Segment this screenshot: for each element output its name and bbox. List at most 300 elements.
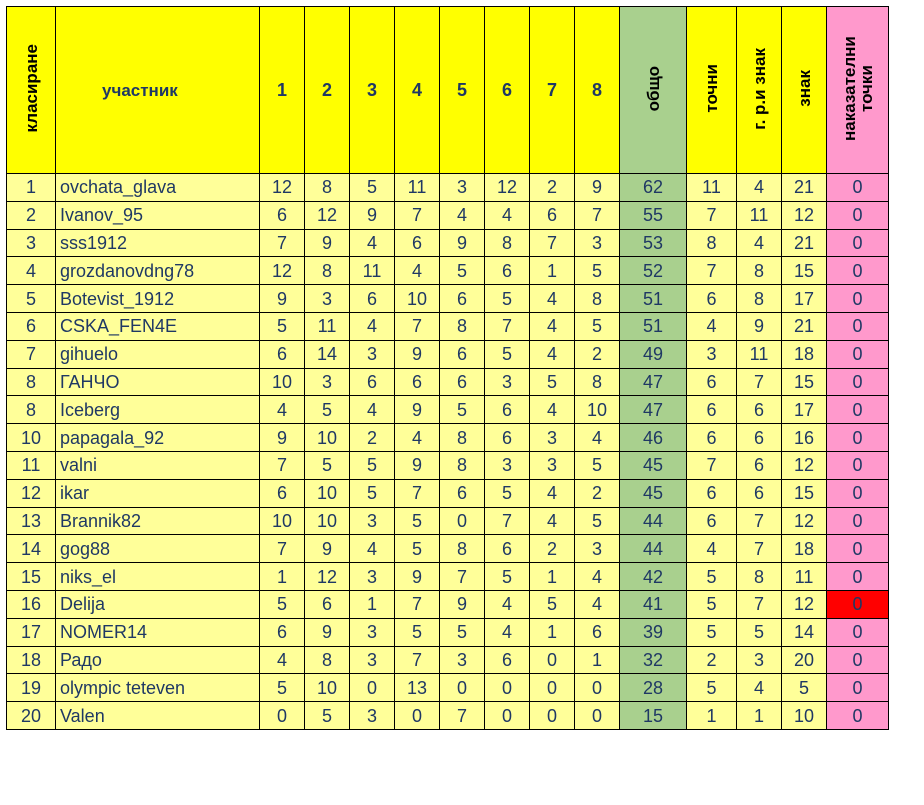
participant-cell[interactable]: Радо [56,646,260,674]
gd-sign-cell[interactable]: 4 [737,674,782,702]
round-6-cell[interactable]: 5 [485,563,530,591]
penalty-cell[interactable]: 0 [827,174,889,202]
total-cell[interactable]: 15 [620,702,687,730]
total-cell[interactable]: 47 [620,368,687,396]
gd-sign-cell[interactable]: 8 [737,285,782,313]
round-2-cell[interactable]: 8 [305,174,350,202]
exact-cell[interactable]: 5 [687,590,737,618]
round-1-cell[interactable]: 6 [260,479,305,507]
penalty-cell[interactable]: 0 [827,201,889,229]
round-4-cell[interactable]: 0 [395,702,440,730]
round-2-cell[interactable]: 8 [305,646,350,674]
round-1-cell[interactable]: 1 [260,563,305,591]
header-participant[interactable]: участник [56,7,260,174]
round-6-cell[interactable]: 12 [485,174,530,202]
round-4-cell[interactable]: 9 [395,451,440,479]
round-5-cell[interactable]: 7 [440,702,485,730]
penalty-cell[interactable]: 0 [827,590,889,618]
round-5-cell[interactable]: 5 [440,618,485,646]
exact-cell[interactable]: 8 [687,229,737,257]
total-cell[interactable]: 45 [620,479,687,507]
round-8-cell[interactable]: 10 [575,396,620,424]
gd-sign-cell[interactable]: 8 [737,257,782,285]
round-4-cell[interactable]: 11 [395,174,440,202]
rank-cell[interactable]: 5 [7,285,56,313]
total-cell[interactable]: 47 [620,396,687,424]
header-rank[interactable]: класиране [7,7,56,174]
round-4-cell[interactable]: 7 [395,646,440,674]
round-8-cell[interactable]: 2 [575,340,620,368]
participant-cell[interactable]: gog88 [56,535,260,563]
penalty-cell[interactable]: 0 [827,451,889,479]
round-5-cell[interactable]: 4 [440,201,485,229]
rank-cell[interactable]: 4 [7,257,56,285]
participant-cell[interactable]: sss1912 [56,229,260,257]
round-8-cell[interactable]: 4 [575,590,620,618]
exact-cell[interactable]: 7 [687,201,737,229]
round-6-cell[interactable]: 6 [485,396,530,424]
participant-cell[interactable]: Brannik82 [56,507,260,535]
round-6-cell[interactable]: 6 [485,646,530,674]
penalty-cell[interactable]: 0 [827,674,889,702]
round-7-cell[interactable]: 2 [530,174,575,202]
penalty-cell[interactable]: 0 [827,618,889,646]
round-5-cell[interactable]: 6 [440,285,485,313]
round-7-cell[interactable]: 0 [530,702,575,730]
penalty-cell[interactable]: 0 [827,368,889,396]
round-5-cell[interactable]: 0 [440,674,485,702]
participant-cell[interactable]: Ivanov_95 [56,201,260,229]
round-1-cell[interactable]: 12 [260,257,305,285]
gd-sign-cell[interactable]: 11 [737,201,782,229]
round-6-cell[interactable]: 6 [485,424,530,452]
round-7-cell[interactable]: 4 [530,340,575,368]
rank-cell[interactable]: 19 [7,674,56,702]
gd-sign-cell[interactable]: 7 [737,535,782,563]
rank-cell[interactable]: 1 [7,174,56,202]
round-5-cell[interactable]: 6 [440,368,485,396]
penalty-cell[interactable]: 0 [827,702,889,730]
round-4-cell[interactable]: 7 [395,312,440,340]
total-cell[interactable]: 49 [620,340,687,368]
penalty-cell[interactable]: 0 [827,229,889,257]
round-2-cell[interactable]: 5 [305,702,350,730]
round-2-cell[interactable]: 9 [305,229,350,257]
gd-sign-cell[interactable]: 1 [737,702,782,730]
gd-sign-cell[interactable]: 6 [737,424,782,452]
round-5-cell[interactable]: 8 [440,424,485,452]
round-2-cell[interactable]: 11 [305,312,350,340]
total-cell[interactable]: 52 [620,257,687,285]
round-7-cell[interactable]: 1 [530,563,575,591]
participant-cell[interactable]: Botevist_1912 [56,285,260,313]
round-3-cell[interactable]: 6 [350,368,395,396]
round-2-cell[interactable]: 14 [305,340,350,368]
exact-cell[interactable]: 6 [687,396,737,424]
sign-cell[interactable]: 18 [782,340,827,368]
participant-cell[interactable]: ikar [56,479,260,507]
round-7-cell[interactable]: 1 [530,257,575,285]
rank-cell[interactable]: 6 [7,312,56,340]
round-7-cell[interactable]: 4 [530,285,575,313]
rank-cell[interactable]: 18 [7,646,56,674]
round-2-cell[interactable]: 9 [305,535,350,563]
total-cell[interactable]: 45 [620,451,687,479]
round-1-cell[interactable]: 5 [260,674,305,702]
round-3-cell[interactable]: 11 [350,257,395,285]
exact-cell[interactable]: 11 [687,174,737,202]
participant-cell[interactable]: Delija [56,590,260,618]
total-cell[interactable]: 42 [620,563,687,591]
gd-sign-cell[interactable]: 7 [737,507,782,535]
round-1-cell[interactable]: 6 [260,618,305,646]
round-6-cell[interactable]: 3 [485,451,530,479]
header-round-7[interactable]: 7 [530,7,575,174]
header-round-1[interactable]: 1 [260,7,305,174]
round-8-cell[interactable]: 8 [575,368,620,396]
round-3-cell[interactable]: 4 [350,229,395,257]
round-7-cell[interactable]: 7 [530,229,575,257]
round-6-cell[interactable]: 8 [485,229,530,257]
penalty-cell[interactable]: 0 [827,507,889,535]
round-7-cell[interactable]: 4 [530,312,575,340]
header-sign[interactable]: знак [782,7,827,174]
gd-sign-cell[interactable]: 4 [737,229,782,257]
round-7-cell[interactable]: 6 [530,201,575,229]
round-3-cell[interactable]: 2 [350,424,395,452]
round-3-cell[interactable]: 3 [350,340,395,368]
header-round-5[interactable]: 5 [440,7,485,174]
rank-cell[interactable]: 7 [7,340,56,368]
sign-cell[interactable]: 17 [782,285,827,313]
rank-cell[interactable]: 2 [7,201,56,229]
gd-sign-cell[interactable]: 6 [737,451,782,479]
round-3-cell[interactable]: 3 [350,563,395,591]
round-5-cell[interactable]: 8 [440,451,485,479]
round-4-cell[interactable]: 5 [395,507,440,535]
round-6-cell[interactable]: 7 [485,507,530,535]
round-4-cell[interactable]: 7 [395,479,440,507]
round-3-cell[interactable]: 3 [350,646,395,674]
round-3-cell[interactable]: 4 [350,535,395,563]
round-8-cell[interactable]: 5 [575,257,620,285]
round-4-cell[interactable]: 4 [395,257,440,285]
penalty-cell[interactable]: 0 [827,479,889,507]
exact-cell[interactable]: 5 [687,674,737,702]
header-penalty[interactable]: наказателни точки [827,7,889,174]
round-4-cell[interactable]: 6 [395,368,440,396]
total-cell[interactable]: 53 [620,229,687,257]
gd-sign-cell[interactable]: 3 [737,646,782,674]
round-6-cell[interactable]: 4 [485,201,530,229]
round-3-cell[interactable]: 5 [350,451,395,479]
round-1-cell[interactable]: 4 [260,646,305,674]
round-7-cell[interactable]: 4 [530,479,575,507]
round-8-cell[interactable]: 5 [575,451,620,479]
header-gd-sign[interactable]: г. р.и знак [737,7,782,174]
round-2-cell[interactable]: 10 [305,674,350,702]
round-6-cell[interactable]: 0 [485,702,530,730]
round-2-cell[interactable]: 10 [305,479,350,507]
round-5-cell[interactable]: 6 [440,340,485,368]
sign-cell[interactable]: 21 [782,174,827,202]
sign-cell[interactable]: 16 [782,424,827,452]
sign-cell[interactable]: 15 [782,479,827,507]
round-5-cell[interactable]: 9 [440,229,485,257]
round-8-cell[interactable]: 9 [575,174,620,202]
sign-cell[interactable]: 11 [782,563,827,591]
round-1-cell[interactable]: 7 [260,535,305,563]
round-1-cell[interactable]: 10 [260,507,305,535]
round-2-cell[interactable]: 5 [305,396,350,424]
penalty-cell[interactable]: 0 [827,312,889,340]
round-2-cell[interactable]: 10 [305,507,350,535]
round-7-cell[interactable]: 5 [530,368,575,396]
total-cell[interactable]: 55 [620,201,687,229]
header-round-3[interactable]: 3 [350,7,395,174]
round-4-cell[interactable]: 5 [395,618,440,646]
rank-cell[interactable]: 20 [7,702,56,730]
penalty-cell[interactable]: 0 [827,535,889,563]
exact-cell[interactable]: 6 [687,368,737,396]
exact-cell[interactable]: 6 [687,507,737,535]
round-1-cell[interactable]: 5 [260,590,305,618]
round-7-cell[interactable]: 1 [530,618,575,646]
rank-cell[interactable]: 12 [7,479,56,507]
round-7-cell[interactable]: 4 [530,396,575,424]
round-4-cell[interactable]: 13 [395,674,440,702]
round-4-cell[interactable]: 5 [395,535,440,563]
round-5-cell[interactable]: 5 [440,257,485,285]
round-7-cell[interactable]: 2 [530,535,575,563]
round-3-cell[interactable]: 1 [350,590,395,618]
round-1-cell[interactable]: 9 [260,424,305,452]
round-2-cell[interactable]: 5 [305,451,350,479]
round-6-cell[interactable]: 5 [485,479,530,507]
round-6-cell[interactable]: 0 [485,674,530,702]
participant-cell[interactable]: olympic teteven [56,674,260,702]
round-1-cell[interactable]: 5 [260,312,305,340]
round-1-cell[interactable]: 0 [260,702,305,730]
participant-cell[interactable]: grozdanovdng78 [56,257,260,285]
sign-cell[interactable]: 20 [782,646,827,674]
sign-cell[interactable]: 12 [782,201,827,229]
round-8-cell[interactable]: 1 [575,646,620,674]
exact-cell[interactable]: 1 [687,702,737,730]
round-1-cell[interactable]: 6 [260,340,305,368]
gd-sign-cell[interactable]: 7 [737,368,782,396]
total-cell[interactable]: 51 [620,285,687,313]
round-8-cell[interactable]: 2 [575,479,620,507]
participant-cell[interactable]: ovchata_glava [56,174,260,202]
sign-cell[interactable]: 12 [782,451,827,479]
round-6-cell[interactable]: 3 [485,368,530,396]
round-3-cell[interactable]: 3 [350,618,395,646]
exact-cell[interactable]: 6 [687,285,737,313]
round-5-cell[interactable]: 5 [440,396,485,424]
exact-cell[interactable]: 4 [687,535,737,563]
round-8-cell[interactable]: 3 [575,535,620,563]
participant-cell[interactable]: Valen [56,702,260,730]
round-1-cell[interactable]: 12 [260,174,305,202]
total-cell[interactable]: 44 [620,507,687,535]
gd-sign-cell[interactable]: 4 [737,174,782,202]
round-8-cell[interactable]: 0 [575,702,620,730]
gd-sign-cell[interactable]: 5 [737,618,782,646]
participant-cell[interactable]: niks_el [56,563,260,591]
round-6-cell[interactable]: 6 [485,535,530,563]
round-6-cell[interactable]: 6 [485,257,530,285]
round-8-cell[interactable]: 7 [575,201,620,229]
sign-cell[interactable]: 18 [782,535,827,563]
round-6-cell[interactable]: 4 [485,618,530,646]
round-7-cell[interactable]: 0 [530,674,575,702]
round-1-cell[interactable]: 4 [260,396,305,424]
round-4-cell[interactable]: 9 [395,396,440,424]
rank-cell[interactable]: 17 [7,618,56,646]
exact-cell[interactable]: 5 [687,618,737,646]
exact-cell[interactable]: 6 [687,479,737,507]
penalty-cell[interactable]: 0 [827,340,889,368]
round-3-cell[interactable]: 3 [350,702,395,730]
round-8-cell[interactable]: 6 [575,618,620,646]
participant-cell[interactable]: NOMER14 [56,618,260,646]
round-4-cell[interactable]: 9 [395,340,440,368]
round-3-cell[interactable]: 6 [350,285,395,313]
round-3-cell[interactable]: 5 [350,479,395,507]
round-1-cell[interactable]: 6 [260,201,305,229]
round-3-cell[interactable]: 4 [350,396,395,424]
round-2-cell[interactable]: 8 [305,257,350,285]
round-8-cell[interactable]: 8 [575,285,620,313]
penalty-cell[interactable]: 0 [827,563,889,591]
round-8-cell[interactable]: 5 [575,312,620,340]
round-7-cell[interactable]: 0 [530,646,575,674]
exact-cell[interactable]: 6 [687,424,737,452]
participant-cell[interactable]: valni [56,451,260,479]
sign-cell[interactable]: 5 [782,674,827,702]
gd-sign-cell[interactable]: 9 [737,312,782,340]
rank-cell[interactable]: 8 [7,396,56,424]
participant-cell[interactable]: CSKA_FEN4E [56,312,260,340]
round-5-cell[interactable]: 9 [440,590,485,618]
gd-sign-cell[interactable]: 7 [737,590,782,618]
sign-cell[interactable]: 15 [782,257,827,285]
round-2-cell[interactable]: 10 [305,424,350,452]
round-6-cell[interactable]: 7 [485,312,530,340]
round-5-cell[interactable]: 8 [440,535,485,563]
exact-cell[interactable]: 2 [687,646,737,674]
round-2-cell[interactable]: 12 [305,201,350,229]
round-4-cell[interactable]: 7 [395,590,440,618]
round-1-cell[interactable]: 9 [260,285,305,313]
header-round-2[interactable]: 2 [305,7,350,174]
gd-sign-cell[interactable]: 8 [737,563,782,591]
participant-cell[interactable]: papagala_92 [56,424,260,452]
exact-cell[interactable]: 7 [687,451,737,479]
participant-cell[interactable]: gihuelo [56,340,260,368]
round-5-cell[interactable]: 8 [440,312,485,340]
round-2-cell[interactable]: 3 [305,368,350,396]
header-exact[interactable]: точни [687,7,737,174]
round-4-cell[interactable]: 9 [395,563,440,591]
header-round-4[interactable]: 4 [395,7,440,174]
rank-cell[interactable]: 13 [7,507,56,535]
round-3-cell[interactable]: 0 [350,674,395,702]
round-5-cell[interactable]: 3 [440,174,485,202]
round-8-cell[interactable]: 0 [575,674,620,702]
total-cell[interactable]: 28 [620,674,687,702]
penalty-cell[interactable]: 0 [827,424,889,452]
total-cell[interactable]: 41 [620,590,687,618]
gd-sign-cell[interactable]: 6 [737,479,782,507]
gd-sign-cell[interactable]: 11 [737,340,782,368]
penalty-cell[interactable]: 0 [827,646,889,674]
rank-cell[interactable]: 8 [7,368,56,396]
round-7-cell[interactable]: 4 [530,507,575,535]
round-5-cell[interactable]: 0 [440,507,485,535]
round-6-cell[interactable]: 5 [485,285,530,313]
round-4-cell[interactable]: 7 [395,201,440,229]
total-cell[interactable]: 32 [620,646,687,674]
sign-cell[interactable]: 12 [782,507,827,535]
round-3-cell[interactable]: 3 [350,507,395,535]
round-4-cell[interactable]: 10 [395,285,440,313]
rank-cell[interactable]: 14 [7,535,56,563]
gd-sign-cell[interactable]: 6 [737,396,782,424]
sign-cell[interactable]: 14 [782,618,827,646]
penalty-cell[interactable]: 0 [827,285,889,313]
round-2-cell[interactable]: 3 [305,285,350,313]
round-5-cell[interactable]: 3 [440,646,485,674]
total-cell[interactable]: 39 [620,618,687,646]
round-1-cell[interactable]: 10 [260,368,305,396]
round-8-cell[interactable]: 4 [575,563,620,591]
round-3-cell[interactable]: 5 [350,174,395,202]
participant-cell[interactable]: ГАНЧО [56,368,260,396]
round-6-cell[interactable]: 4 [485,590,530,618]
round-8-cell[interactable]: 3 [575,229,620,257]
round-1-cell[interactable]: 7 [260,451,305,479]
round-7-cell[interactable]: 3 [530,424,575,452]
round-7-cell[interactable]: 3 [530,451,575,479]
round-7-cell[interactable]: 5 [530,590,575,618]
rank-cell[interactable]: 16 [7,590,56,618]
header-total[interactable]: общо [620,7,687,174]
total-cell[interactable]: 51 [620,312,687,340]
sign-cell[interactable]: 15 [782,368,827,396]
round-5-cell[interactable]: 6 [440,479,485,507]
exact-cell[interactable]: 5 [687,563,737,591]
round-3-cell[interactable]: 4 [350,312,395,340]
total-cell[interactable]: 62 [620,174,687,202]
total-cell[interactable]: 46 [620,424,687,452]
penalty-cell[interactable]: 0 [827,396,889,424]
round-4-cell[interactable]: 6 [395,229,440,257]
round-2-cell[interactable]: 9 [305,618,350,646]
sign-cell[interactable]: 21 [782,229,827,257]
total-cell[interactable]: 44 [620,535,687,563]
sign-cell[interactable]: 21 [782,312,827,340]
sign-cell[interactable]: 10 [782,702,827,730]
round-3-cell[interactable]: 9 [350,201,395,229]
exact-cell[interactable]: 3 [687,340,737,368]
round-2-cell[interactable]: 12 [305,563,350,591]
round-8-cell[interactable]: 5 [575,507,620,535]
sign-cell[interactable]: 17 [782,396,827,424]
round-5-cell[interactable]: 7 [440,563,485,591]
rank-cell[interactable]: 10 [7,424,56,452]
